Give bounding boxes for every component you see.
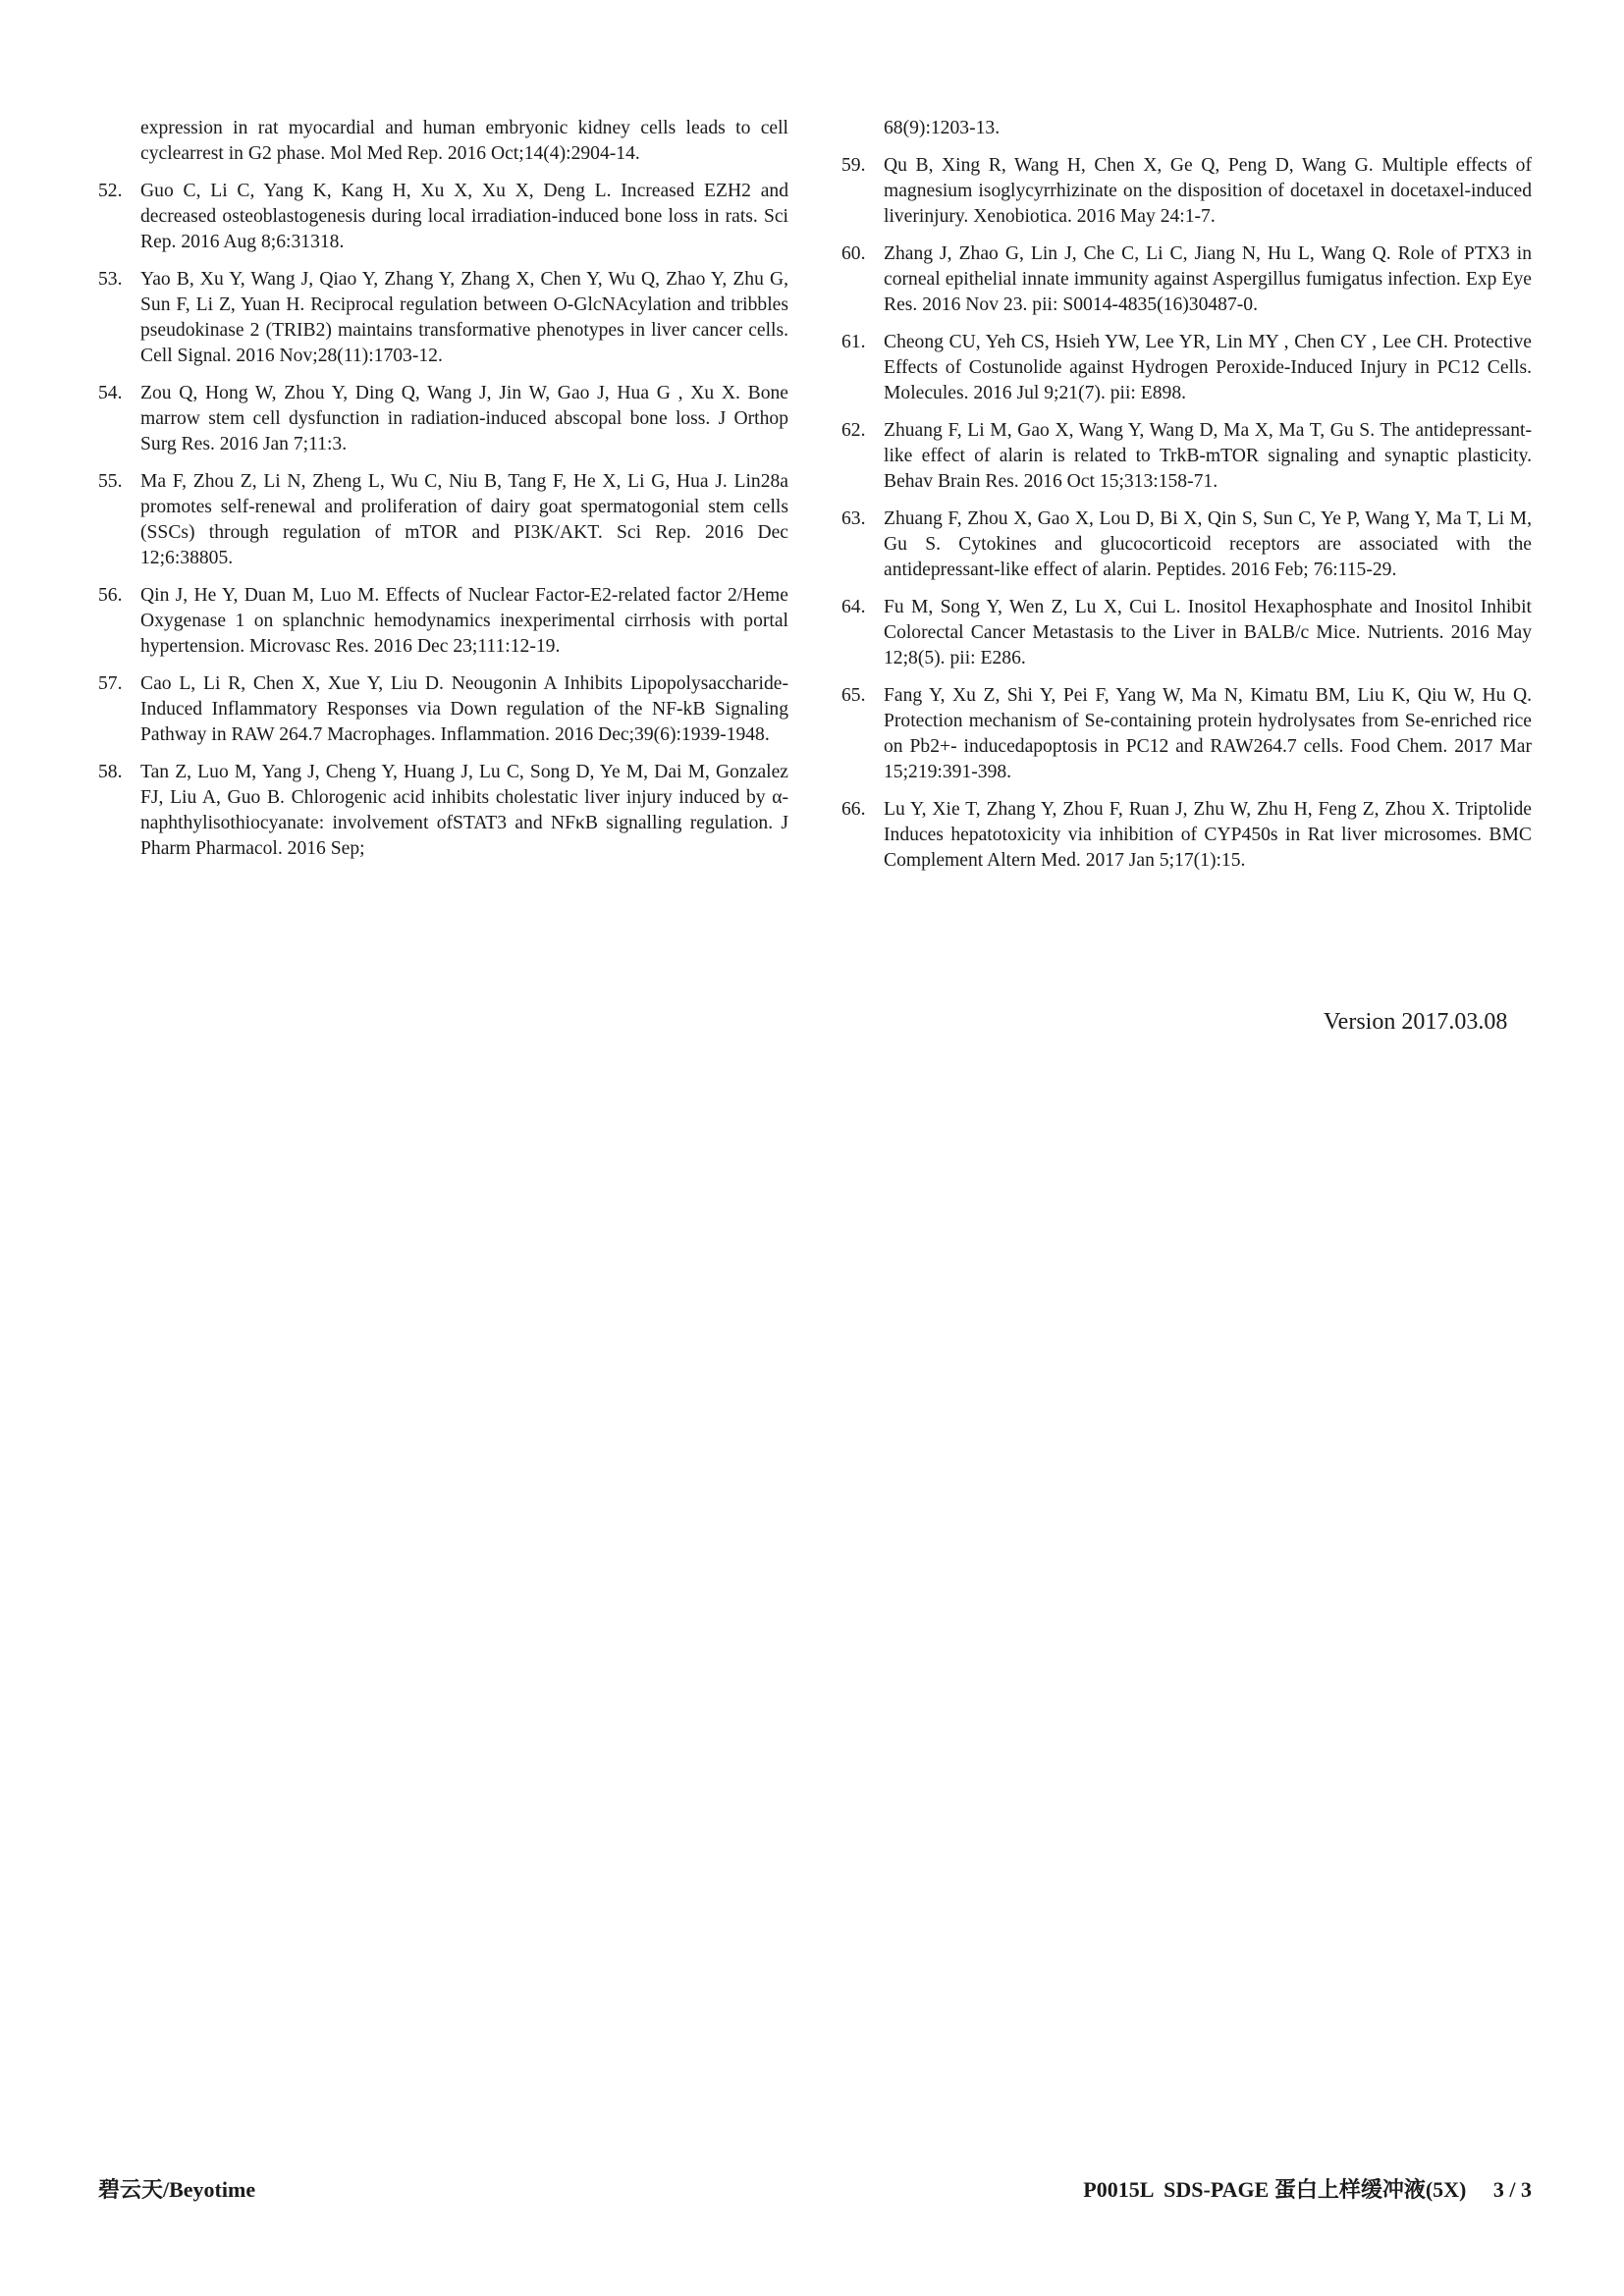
reference-item xyxy=(841,797,1532,874)
reference-number: 57. xyxy=(98,673,123,694)
reference-text: Lu Y, Xie T, Zhang Y, Zhou F, Ruan J, Zhu W, Zhu H, Feng Z, Zhou X. Triptolide Induces hepatotoxicity via inhibition of CYP450s in Rat liver microsomes. BMC Complement Altern Med. 2017 Jan 5;17(1):15. xyxy=(884,799,1532,871)
reference-number: 55. xyxy=(98,471,123,492)
reference-item xyxy=(841,330,1532,406)
reference-text: Zhuang F, Zhou X, Gao X, Lou D, Bi X, Qin S, Sun C, Ye P, Wang Y, Ma T, Li M, Gu S. Cytokines and glucocorticoid receptors are associated with the antidepressant-like effect of alarin. Peptides. 2016 Feb; 76:115-29. xyxy=(884,508,1532,580)
reference-item xyxy=(98,469,788,571)
reference-item xyxy=(841,153,1532,230)
reference-text: expression in rat myocardial and human embryonic kidney cells leads to cell cyclearrest in G2 phase. Mol Med Rep. 2016 Oct;14(4):2904-14. xyxy=(140,118,788,164)
reference-number: 66. xyxy=(841,799,866,820)
reference-text: Fu M, Song Y, Wen Z, Lu X, Cui L. Inositol Hexaphosphate and Inositol Inhibit Colorectal Cancer Metastasis to the Liver in BALB/c Mice. Nutrients. 2016 May 12;8(5). pii: E286. xyxy=(884,597,1532,668)
reference-number: 56. xyxy=(98,585,123,606)
reference-number: 63. xyxy=(841,508,866,529)
reference-item xyxy=(98,116,788,167)
reference-number: 58. xyxy=(98,762,123,782)
reference-text: Zhang J, Zhao G, Lin J, Che C, Li C, Jiang N, Hu L, Wang Q. Role of PTX3 in corneal epithelial innate immunity against Aspergillus fumigatus infection. Exp Eye Res. 2016 Nov 23. pii: S0014-4835(16)30487-0. xyxy=(884,243,1532,315)
reference-item xyxy=(98,179,788,255)
reference-text: Tan Z, Luo M, Yang J, Cheng Y, Huang J, Lu C, Song D, Ye M, Dai M, Gonzalez FJ, Liu A, Guo B. Chlorogenic acid inhibits cholestatic liver injury induced by α-naphthylisothiocyanate: involvement ofSTAT3 and NFκB signalling regulation. J Pharm Pharmacol. 2016 Sep; xyxy=(140,762,788,859)
reference-item xyxy=(841,507,1532,583)
references-left-column xyxy=(98,116,788,874)
reference-item xyxy=(841,595,1532,671)
reference-item xyxy=(98,583,788,660)
reference-number: 64. xyxy=(841,597,866,617)
references-right-column xyxy=(841,116,1532,885)
reference-item xyxy=(98,381,788,457)
reference-text: Guo C, Li C, Yang K, Kang H, Xu X, Xu X, Deng L. Increased EZH2 and decreased osteoblastogenesis during local irradiation-induced bone loss in rats. Sci Rep. 2016 Aug 8;6:31318. xyxy=(140,181,788,252)
reference-text: Cao L, Li R, Chen X, Xue Y, Liu D. Neougonin A Inhibits Lipopolysaccharide-Induced Inflammatory Responses via Down regulation of the NF-kB Signaling Pathway in RAW 264.7 Macrophages. Inflammation. 2016 Dec;39(6):1939-1948. xyxy=(140,673,788,745)
reference-text: Zou Q, Hong W, Zhou Y, Ding Q, Wang J, Jin W, Gao J, Hua G , Xu X. Bone marrow stem cell dysfunction in radiation-induced abscopal bone loss. J Orthop Surg Res. 2016 Jan 7;11:3. xyxy=(140,383,788,454)
reference-number: 59. xyxy=(841,155,866,176)
reference-text: Zhuang F, Li M, Gao X, Wang Y, Wang D, Ma X, Ma T, Gu S. The antidepressant-like effect of alarin is related to TrkB-mTOR signaling and synaptic plasticity. Behav Brain Res. 2016 Oct 15;313:158-71. xyxy=(884,420,1532,492)
reference-item xyxy=(98,760,788,862)
reference-text: Cheong CU, Yeh CS, Hsieh YW, Lee YR, Lin MY , Chen CY , Lee CH. Protective Effects of Costunolide against Hydrogen Peroxide-Induced Injury in PC12 Cells. Molecules. 2016 Jul 9;21(7). pii: E898. xyxy=(884,332,1532,403)
reference-text: Qu B, Xing R, Wang H, Chen X, Ge Q, Peng D, Wang G. Multiple effects of magnesium isoglycyrrhizinate on the disposition of docetaxel in docetaxel-induced liverinjury. Xenobiotica. 2016 May 24:1-7. xyxy=(884,155,1532,227)
reference-number: 52. xyxy=(98,181,123,201)
reference-item xyxy=(841,241,1532,318)
reference-text: Yao B, Xu Y, Wang J, Qiao Y, Zhang Y, Zhang X, Chen Y, Wu Q, Zhao Y, Zhu G, Sun F, Li Z, Yuan H. Reciprocal regulation between O-GlcNAcylation and tribbles pseudokinase 2 (TRIB2) maintains transformative phenotypes in liver cancer cells. Cell Signal. 2016 Nov;28(11):1703-12. xyxy=(140,269,788,366)
reference-number: 53. xyxy=(98,269,123,290)
reference-item xyxy=(841,418,1532,495)
reference-text: Ma F, Zhou Z, Li N, Zheng L, Wu C, Niu B, Tang F, He X, Li G, Hua J. Lin28a promotes self-renewal and proliferation of dairy goat spermatogonial stem cells (SSCs) through regulation of mTOR and PI3K/AKT. Sci Rep. 2016 Dec 12;6:38805. xyxy=(140,471,788,568)
reference-number: 60. xyxy=(841,243,866,264)
reference-number: 54. xyxy=(98,383,123,403)
reference-item xyxy=(841,116,1532,141)
reference-item xyxy=(841,683,1532,785)
reference-item xyxy=(98,671,788,748)
reference-number: 61. xyxy=(841,332,866,352)
version-label: Version 2017.03.08 xyxy=(1324,1009,1508,1035)
reference-text: Qin J, He Y, Duan M, Luo M. Effects of Nuclear Factor-E2-related factor 2/Heme Oxygenase 1 on splanchnic hemodynamics inexperimental cirrhosis with portal hypertension. Microvasc Res. 2016 Dec 23;111:12-19. xyxy=(140,585,788,657)
reference-text: 68(9):1203-13. xyxy=(884,118,1001,138)
footer-brand: 碧云天/Beyotime xyxy=(98,2177,256,2202)
reference-item xyxy=(98,267,788,369)
reference-number: 65. xyxy=(841,685,866,706)
reference-number: 62. xyxy=(841,420,866,441)
reference-text: Fang Y, Xu Z, Shi Y, Pei F, Yang W, Ma N, Kimatu BM, Liu K, Qiu W, Hu Q. Protection mechanism of Se-containing protein hydrolysates from Se-enriched rice on Pb2+- inducedapoptosis in PC12 and RAW264.7 cells. Food Chem. 2017 Mar 15;219:391-398. xyxy=(884,685,1532,782)
footer-product-page: P0015L SDS-PAGE 蛋白上样缓冲液(5X) 3 / 3 xyxy=(1083,2177,1532,2202)
